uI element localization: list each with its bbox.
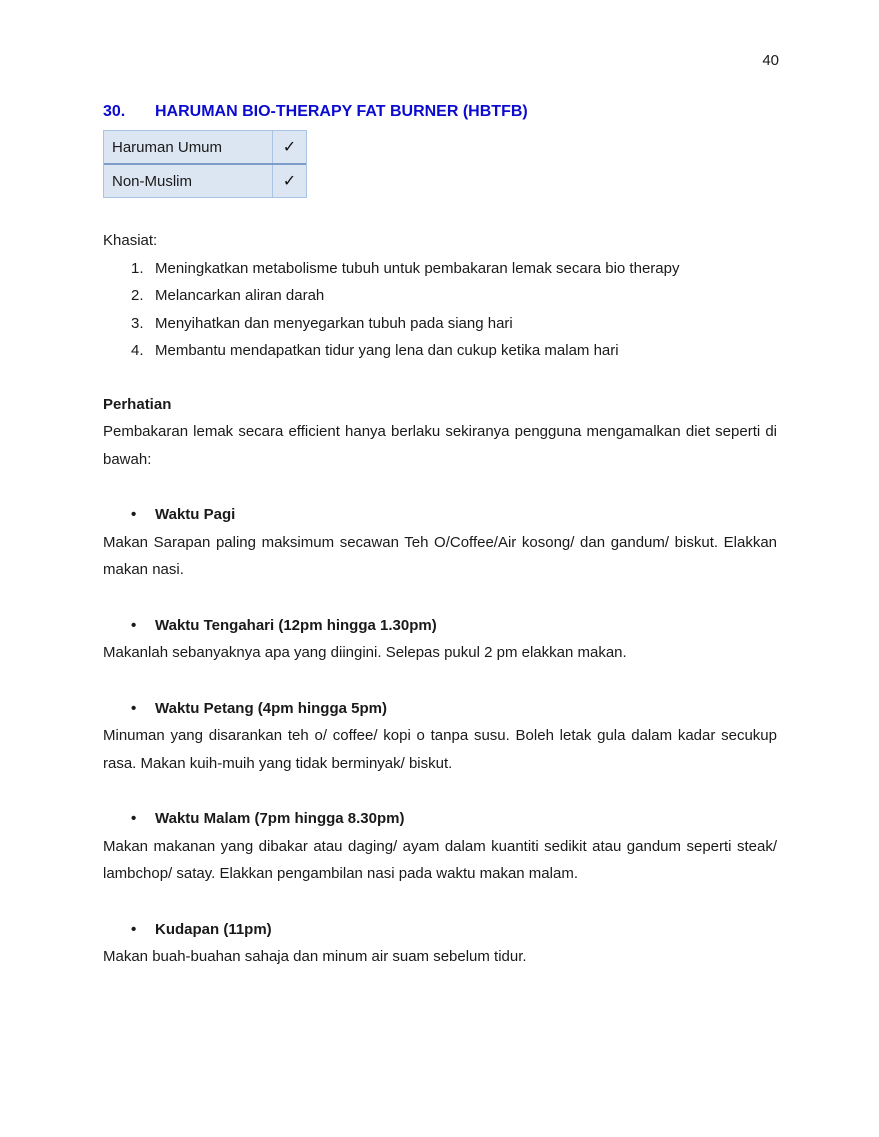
- list-item-text: Menyihatkan dan menyegarkan tubuh pada siang hari: [155, 314, 513, 332]
- list-item: [103, 337, 777, 365]
- perhatian-body: Pembakaran lemak secara efficient hanya berlaku sekiranya pengguna mengamalkan diet seperti di bawah:: [103, 423, 777, 468]
- schedule-title-row: [103, 805, 777, 833]
- list-item-number: 3.: [131, 314, 144, 332]
- list-item-number: 1.: [131, 259, 144, 277]
- schedule-title: Kudapan (11pm): [155, 920, 272, 938]
- perhatian-section: [103, 391, 777, 474]
- schedule-body: Makan makanan yang dibakar atau daging/ ayam dalam kuantiti sedikit atau gandum seperti steak/ lambchop/ satay. Elakkan pengambilan nasi pada waktu makan malam.: [103, 837, 777, 882]
- table-row: [104, 131, 306, 165]
- classification-table: [103, 130, 307, 198]
- schedule-body: Makan Sarapan paling maksimum secawan Teh O/Coffee/Air kosong/ dan gandum/ biskut. Elakkan makan nasi.: [103, 533, 777, 578]
- check-icon: ✓: [282, 139, 297, 156]
- schedule-title-row: [103, 695, 777, 723]
- khasiat-list: [103, 255, 777, 365]
- schedule-section-pagi: [103, 501, 777, 584]
- khasiat-label: Khasiat:: [103, 232, 158, 249]
- list-item-number: 2.: [131, 287, 144, 304]
- schedule-title: Waktu Pagi: [155, 506, 236, 523]
- schedule-title-row: [103, 501, 777, 529]
- schedule-title-row: [103, 612, 777, 640]
- table-row-label: Haruman Umum: [104, 131, 273, 163]
- bullet-icon: •: [131, 506, 137, 523]
- schedule-section-malam: [103, 805, 777, 888]
- table-row: [104, 165, 306, 197]
- section-heading-title: HARUMAN BIO-THERAPY FAT BURNER (HBTFB): [155, 103, 528, 120]
- khasiat-section: [103, 227, 777, 365]
- list-item: [103, 310, 777, 338]
- bullet-icon: •: [131, 699, 137, 717]
- list-item: [103, 282, 777, 310]
- table-row-label: Non-Muslim: [104, 165, 273, 197]
- schedule-title-row: [103, 916, 777, 944]
- perhatian-title: Perhatian: [103, 395, 172, 413]
- bullet-icon: •: [131, 810, 137, 827]
- schedule-body: Makanlah sebanyaknya apa yang diingini. Selepas pukul 2 pm elakkan makan.: [103, 644, 627, 661]
- section-heading-number: 30.: [103, 103, 126, 120]
- schedule-title: Waktu Malam (7pm hingga 8.30pm): [155, 810, 405, 827]
- schedule-title: Waktu Tengahari (12pm hingga 1.30pm): [155, 616, 437, 634]
- list-item-number: 4.: [131, 342, 144, 359]
- list-item-text: Membantu mendapatkan tidur yang lena dan cukup ketika malam hari: [155, 342, 619, 359]
- bullet-icon: •: [131, 616, 137, 634]
- list-item-text: Melancarkan aliran darah: [155, 287, 325, 304]
- schedule-title: Waktu Petang (4pm hingga 5pm): [155, 699, 387, 717]
- section-heading: [103, 102, 777, 122]
- check-icon: ✓: [282, 173, 297, 190]
- schedule-section-kudapan: [103, 916, 777, 971]
- schedule-section-tengahari: [103, 612, 777, 667]
- page-number: 40: [762, 52, 779, 69]
- schedule-body: Minuman yang disarankan teh o/ coffee/ kopi o tanpa susu. Boleh letak gula dalam kadar secukup rasa. Makan kuih-muih yang tidak berminyak/ biskut.: [103, 727, 777, 772]
- list-item-text: Meningkatkan metabolisme tubuh untuk pembakaran lemak secara bio therapy: [155, 259, 680, 277]
- schedule-section-petang: [103, 695, 777, 778]
- page-content: [103, 0, 777, 971]
- list-item: [103, 255, 777, 283]
- bullet-icon: •: [131, 920, 137, 938]
- schedule-body: Makan buah-buahan sahaja dan minum air suam sebelum tidur.: [103, 948, 527, 965]
